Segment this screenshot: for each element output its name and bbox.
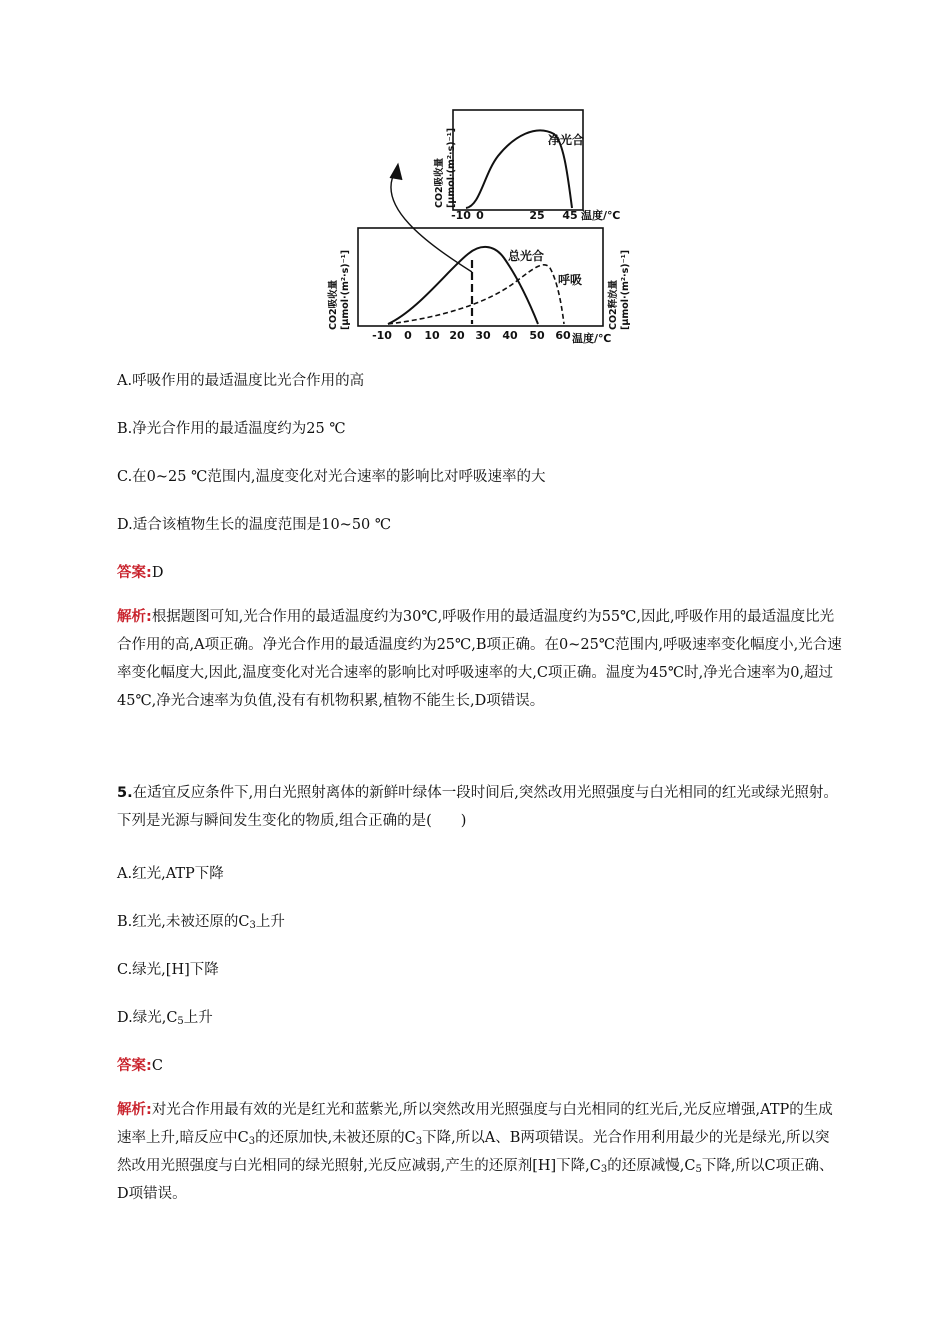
answer-value: C: [151, 1058, 163, 1074]
answer-label: 答案:: [117, 565, 152, 581]
temperature-figure: [318, 108, 638, 352]
answer-label: 答案:: [117, 1058, 152, 1074]
respiration-label: 呼吸: [558, 273, 583, 287]
analysis-label: 解析:: [117, 609, 152, 625]
q4-option-a: A.呼吸作用的最适温度比光合作用的高: [117, 373, 365, 389]
q4-option-b: B.净光合作用的最适温度约为25 ℃: [117, 421, 346, 437]
q5-analysis: 解析:对光合作用最有效的光是红光和蓝紫光,所以突然改用光照强度与白光相同的红光后,光反应增强,ATP的生成速率上升,暗反应中$C_3$的还原加快,未被还原的$C_3$下降,所以A、B两项错误。光合作用利用最少的光是绿光,所以突然改用光照强度与白光相同的绿光照射,光反应减弱,产生的还原剂[H]下降$,C_3$的还原减慢$,C_5$下降,所以C项正确、D项错误。: [117, 1102, 834, 1202]
q4-option-c: C.在0~25 ℃范围内,温度变化对光合速率的影响比对呼吸速率的大: [117, 469, 546, 485]
top-xtick: 0: [476, 209, 484, 222]
top-xlabel: 温度/℃: [581, 209, 621, 222]
bottom-xtick: -10: [372, 329, 392, 342]
question-text: 在适宜反应条件下,用白光照射离体的新鲜叶绿体一段时间后,突然改用光照强度与白光相同的红光或绿光照射。下列是光源与瞬间发生变化的物质,组合正确的是( ): [117, 785, 838, 829]
bottom-xtick: 10: [424, 329, 440, 342]
bottom-xlabel: 温度/℃: [572, 332, 612, 345]
svg-text:CO2吸收量: CO2吸收量: [328, 279, 339, 330]
svg-text:[μmol·(m²·s)⁻¹]: [μmol·(m²·s)⁻¹]: [340, 249, 351, 330]
top-chart-frame: [453, 110, 583, 210]
bottom-ylabel-left: [327, 250, 351, 330]
arrow-head-icon: [390, 164, 402, 180]
analysis-text: 根据题图可知,光合作用的最适温度约为30℃,呼吸作用的最适温度约为55℃,因此,呼吸作用的最适温度比光合作用的高,A项正确。净光合作用的最适温度约为25℃,B项正确。在0~25℃范围内,呼吸速率变化幅度小,光合速率变化幅度大,因此,温度变化对光合速率的影响比对呼吸速率的大,C项正确。温度为45℃时,净光合速率为0,超过45℃,净光合速率为负值,没有有机物积累,植物不能生长,D项错误。: [117, 609, 842, 709]
top-xtick: 25: [529, 209, 545, 222]
q5-option-b: B.红光,未被还原的$C_3$上升: [117, 914, 285, 931]
top-ylabel: [433, 128, 457, 208]
q4-answer: [117, 561, 163, 582]
q5-option-a: A.红光,ATP下降: [117, 866, 224, 882]
top-xtick: -10: [451, 209, 471, 222]
bottom-xtick: 30: [475, 329, 491, 342]
top-xtick: 45: [562, 209, 578, 222]
q5-option-d: D.绿光$,C_5$上升: [117, 1010, 213, 1027]
answer-value: D: [151, 565, 164, 581]
analysis-label: 解析:: [117, 1102, 152, 1118]
svg-text:CO2释放量: CO2释放量: [608, 279, 619, 330]
total-photosynthesis-label: 总光合: [508, 249, 545, 263]
bottom-xtick: 0: [404, 329, 412, 342]
svg-text:[μmol·(m²·s)⁻¹]: [μmol·(m²·s)⁻¹]: [446, 127, 457, 208]
q5-answer: [117, 1054, 163, 1075]
bottom-xtick: 60: [555, 329, 571, 342]
respiration-curve: [388, 265, 564, 324]
bottom-xtick: 40: [502, 329, 518, 342]
net-photosynthesis-label: 净光合: [548, 133, 585, 147]
q4-option-d: D.适合该植物生长的温度范围是10~50 ℃: [117, 517, 392, 533]
bottom-xtick: 20: [449, 329, 465, 342]
figure-svg: [318, 108, 638, 352]
svg-text:CO2吸收量: CO2吸收量: [434, 157, 445, 208]
q5-stem: [117, 779, 842, 835]
svg-text:[μmol·(m²·s)⁻¹]: [μmol·(m²·s)⁻¹]: [620, 249, 631, 330]
question-number: 5.: [117, 785, 133, 801]
q5-option-c: C.绿光,[H]下降: [117, 962, 219, 978]
q4-analysis: [117, 603, 842, 715]
bottom-ylabel-right: [607, 250, 631, 330]
bottom-xtick: 50: [529, 329, 545, 342]
